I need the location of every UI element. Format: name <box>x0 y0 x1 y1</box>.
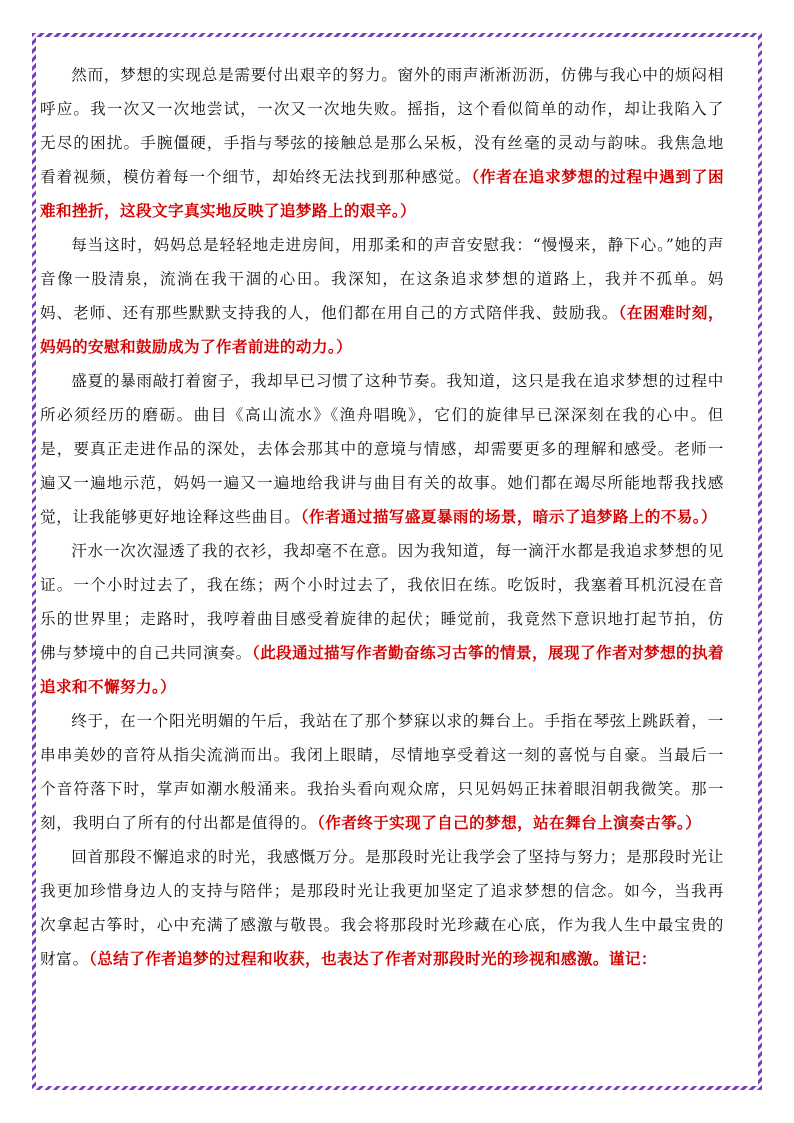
paragraph-text: 盛夏的暴雨敲打着窗子，我却早已习惯了这种节奏。我知道，这只是我在追求梦想的过程中所必须经历的磨砺。曲目《高山流水》《渔舟唱晚》，它们的旋律早已深深刻在我的心中。但是，要真正走进作品的深处，去体会那其中的意境与情感，却需要更多的理解和感受。老师一遍又一遍地示范，妈妈一遍又一遍地给我讲与曲目有关的故事。她们都在竭尽所能地帮我找感觉，让我能够更好地诠释这些曲目。 <box>40 372 724 526</box>
annotation-note: （作者终于实现了自己的梦想，站在舞台上演奏古筝。） <box>317 814 702 832</box>
paragraph-text: 终于，在一个阳光明媚的午后，我站在了那个梦寐以求的舞台上。手指在琴弦上跳跃着，一串串美妙的音符从指尖流淌而出。我闭上眼睛，尽情地享受着这一刻的喜悦与自豪。当最后一个音符落下时，掌声如潮水般涌来。我抬头看向观众席，只见妈妈正抹着眼泪朝我微笑。那一刻，我明白了所有的付出都是值得的。 <box>40 712 724 832</box>
essay-body <box>40 58 724 976</box>
annotation-note: （作者通过描写盛夏暴雨的场景，暗示了追梦路上的不易。） <box>300 508 717 526</box>
essay-paragraph-6 <box>40 840 724 976</box>
essay-paragraph-5 <box>40 704 724 840</box>
annotation-note: （此段通过描写作者勤奋练习古筝的情景，展现了作者对梦想的执着追求和不懈努力。） <box>40 644 724 696</box>
paragraph-text: 回首那段不懈追求的时光，我感慨万分。是那段时光让我学会了坚持与努力；是那段时光让我更加珍惜身边人的支持与陪伴；是那段时光让我更加坚定了追求梦想的信念。如今，当我再次拿起古筝时，心中充满了感激与敬畏。我会将那段时光珍藏在心底，作为我人生中最宝贵的财富。 <box>40 848 724 968</box>
annotation-note: （总结了作者追梦的过程和收获，也表达了作者对那段时光的珍视和感激。谨记： <box>88 950 657 968</box>
essay-paragraph-3 <box>40 364 724 534</box>
paragraph-text: 每当这时，妈妈总是轻轻地走进房间，用那柔和的声音安慰我：“慢慢来，静下心。”她的声音像一股清泉，流淌在我干涸的心田。我深知，在这条追求梦想的道路上，我并不孤单。妈妈、老师、还有那些默默支持我的人，他们都在用自己的方式陪伴我、鼓励我。 <box>40 236 724 322</box>
essay-paragraph-1 <box>40 58 724 228</box>
essay-paragraph-2 <box>40 228 724 364</box>
essay-paragraph-4 <box>40 534 724 704</box>
paragraph-text: 然而，梦想的实现总是需要付出艰辛的努力。窗外的雨声淅淅沥沥，仿佛与我心中的烦闷相呼应。我一次又一次地尝试，一次又一次地失败。摇指，这个看似简单的动作，却让我陷入了无尽的困扰。手腕僵硬，手指与琴弦的接触总是那么呆板，没有丝毫的灵动与韵味。我焦急地看着视频，模仿着每一个细节，却始终无法找到那种感觉。 <box>40 66 724 186</box>
annotation-note: （在困难时刻，妈妈的安慰和鼓励成为了作者前进的动力。） <box>40 304 724 356</box>
annotation-note: （作者在追求梦想的过程中遇到了困难和挫折，这段文字真实地反映了追梦路上的艰辛。） <box>40 168 724 220</box>
paragraph-text: 汗水一次次湿透了我的衣衫，我却毫不在意。因为我知道，每一滴汗水都是我追求梦想的见证。一个小时过去了，我在练；两个小时过去了，我依旧在练。吃饭时，我塞着耳机沉浸在音乐的世界里；走路时，我哼着曲目感受着旋律的起伏；睡觉前，我竟然下意识地打起节拍，仿佛与梦境中的自己共同演奏。 <box>40 542 724 662</box>
